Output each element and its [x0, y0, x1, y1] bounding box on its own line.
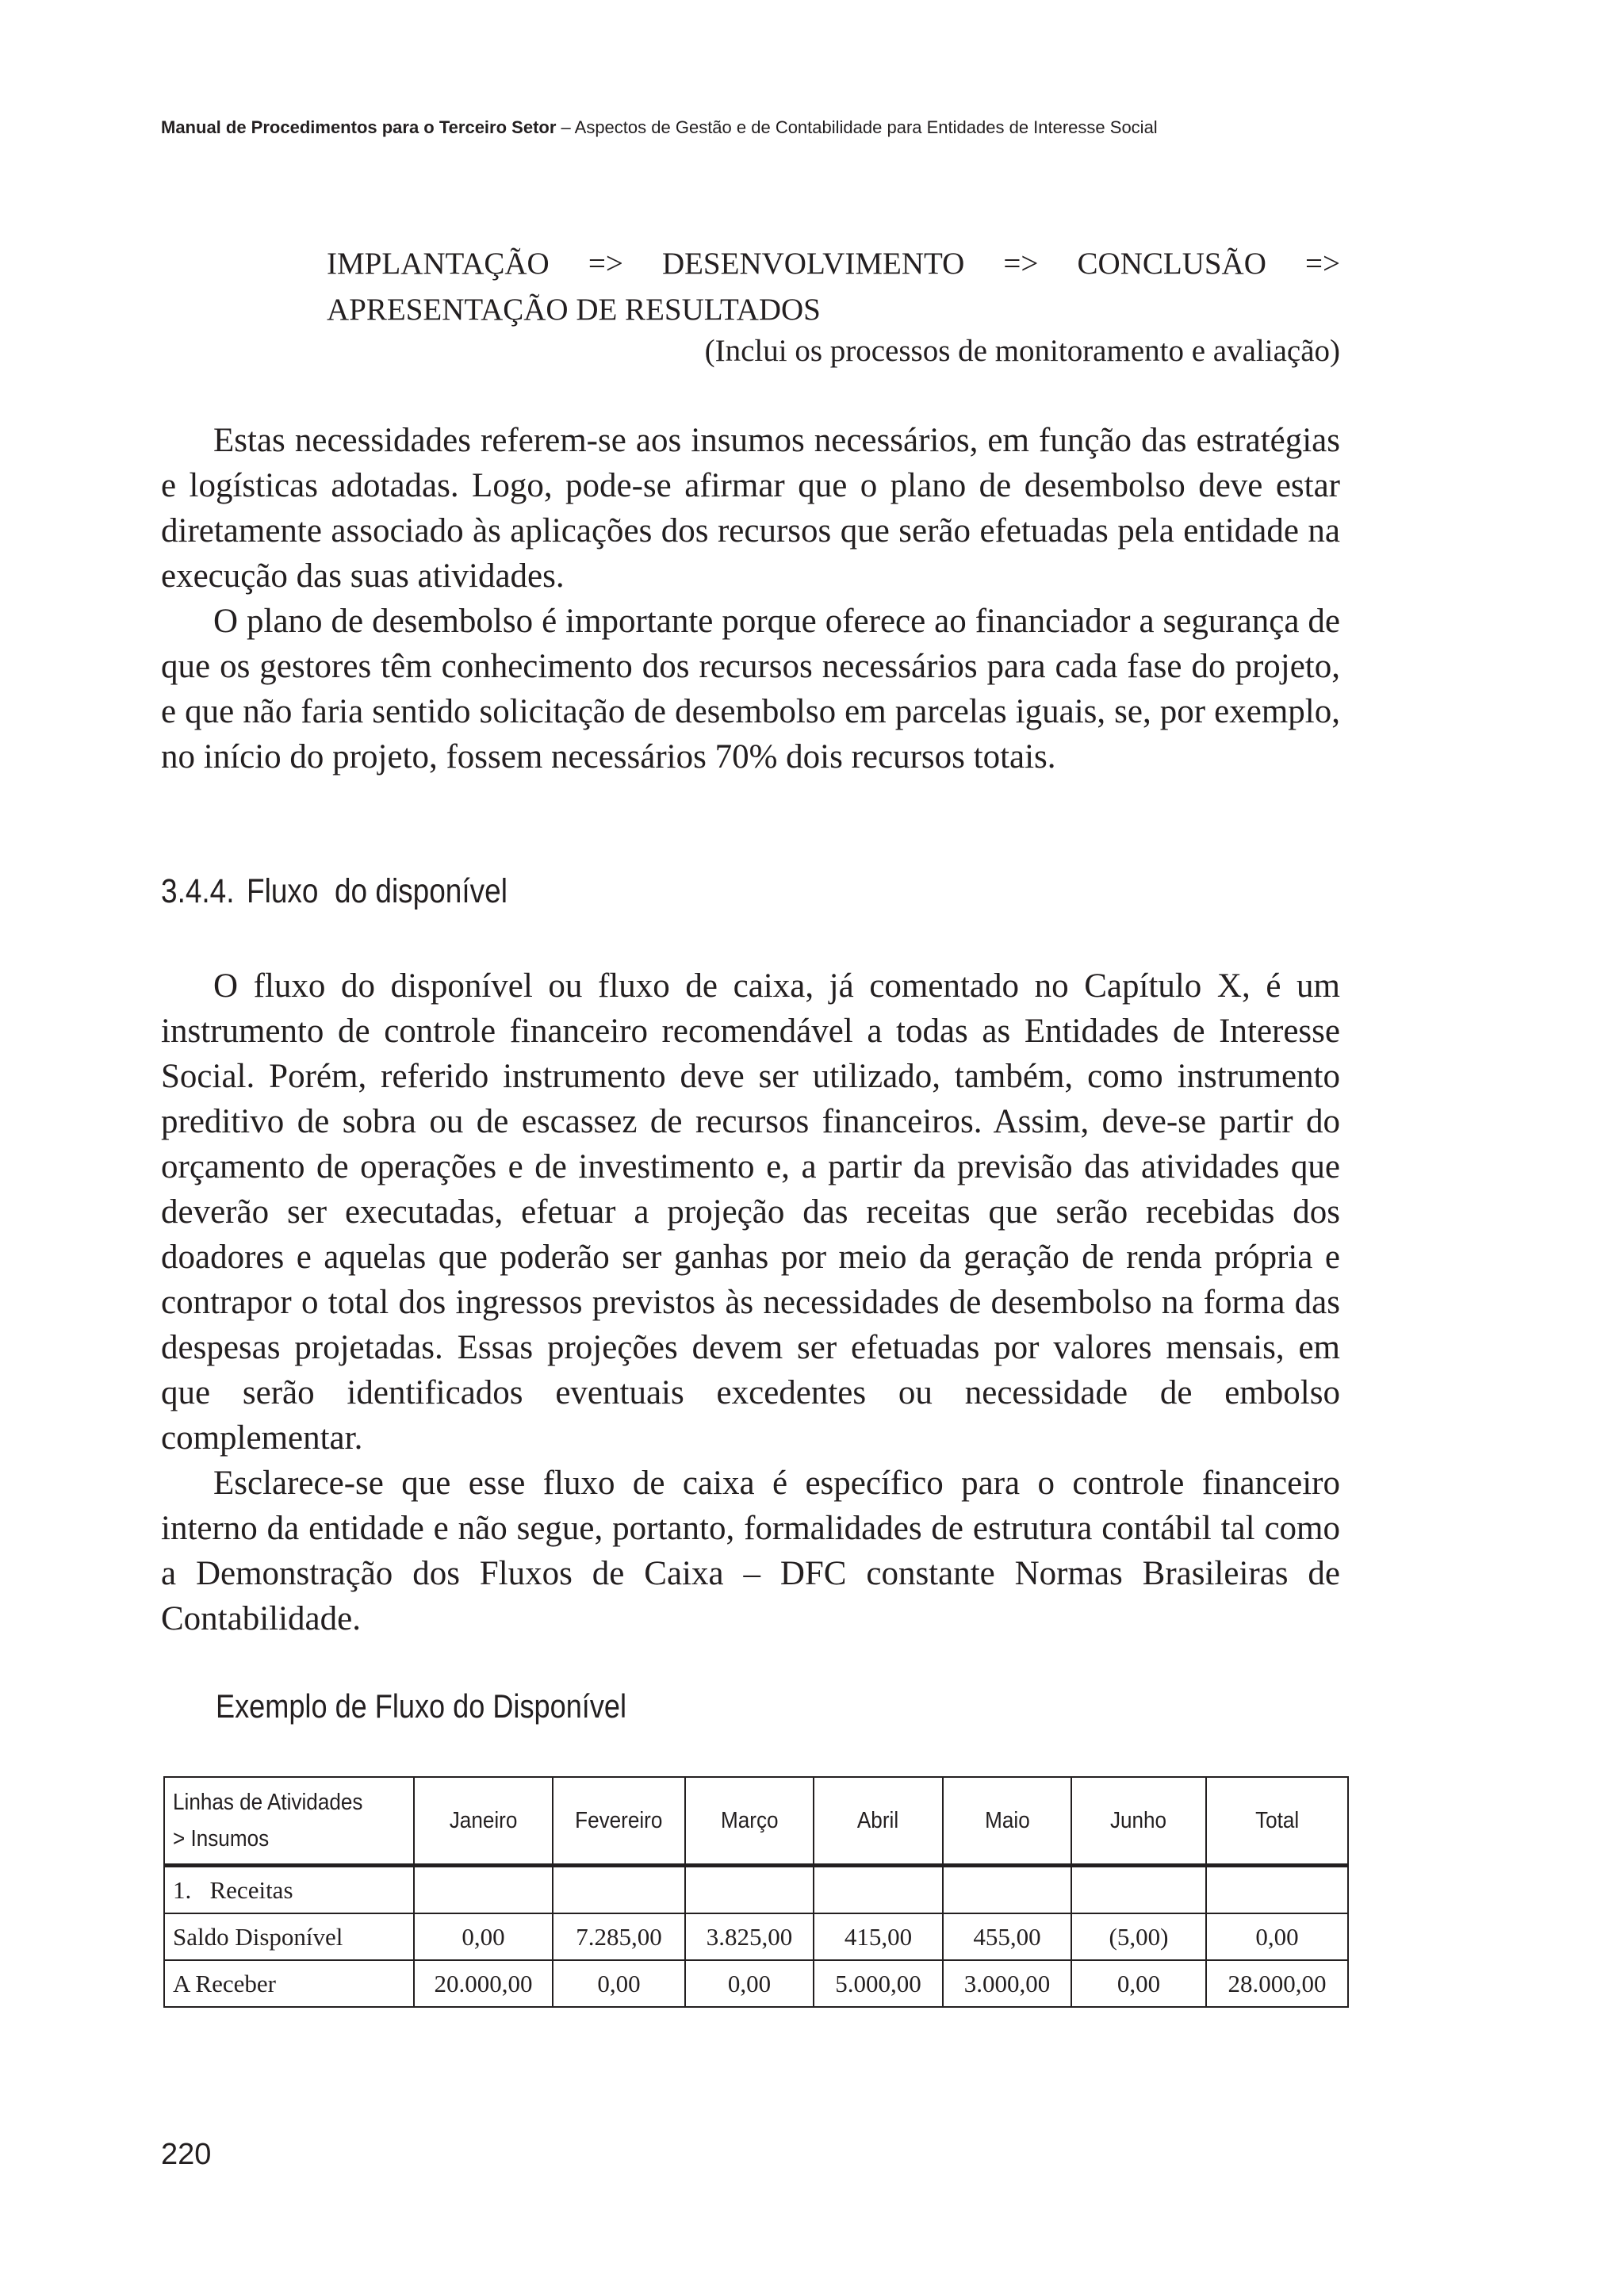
column-header: Abril: [814, 1777, 943, 1866]
table-cell: 28.000,00: [1206, 1960, 1348, 2007]
table-row: [164, 1866, 1348, 1914]
column-header: Janeiro: [414, 1777, 553, 1866]
table-cell: 0,00: [1071, 1960, 1206, 2007]
table-cell: 455,00: [943, 1913, 1071, 1960]
table-cell: 0,00: [553, 1960, 685, 2007]
body-text-section-1: [161, 418, 1340, 779]
paragraph: O fluxo do disponível ou fluxo de caixa, já comentado no Capítulo X, é um instrumento de controle financeiro recomendável a todas as Entidades de Interesse Social. Porém, referido instrumento deve ser utilizado, também, como instrumento preditivo de sobra ou de escassez de recursos financeiros. Assim, deve-se partir do orçamento de operações e de investimento e, a partir da previsão das atividades que deverão ser executadas, efetuar a projeção das receitas que serão recebidas dos doadores e aquelas que poderão ser ganhas por meio da geração de renda própria e contrapor o total dos ingressos previstos às necessidades de desembolso na forma das despesas projetadas. Essas projeções devem ser efetuadas por valores mensais, em que serão identificados eventuais excedentes ou necessidade de embolso complementar.: [161, 967, 1340, 1457]
table-cell: [685, 1866, 814, 1914]
running-header-title: Manual de Procedimentos para o Terceiro Setor: [161, 117, 557, 137]
row-label: 1. Receitas: [164, 1866, 414, 1914]
table-title: Exemplo de Fluxo do Disponível: [216, 1687, 627, 1725]
table-header-row: [164, 1777, 1348, 1866]
column-header: Junho: [1071, 1777, 1206, 1866]
table-cell: 0,00: [1206, 1913, 1348, 1960]
column-header-line1: Linhas de Atividades: [173, 1790, 363, 1815]
process-flow-note: (Inclui os processos de monitoramento e avaliação): [704, 334, 1340, 368]
table-cell: [814, 1866, 943, 1914]
table-cell: 3.000,00: [943, 1960, 1071, 2007]
section-title: Fluxo do disponível: [247, 872, 508, 910]
table-cell: 3.825,00: [685, 1913, 814, 1960]
paragraph: Estas necessidades referem-se aos insumos necessários, em função das estratégias e logísticas adotadas. Logo, pode-se afirmar que o plano de desembolso deve estar diretamente associado às aplicações dos recursos que serão efetuadas pela entidade na execução das suas atividades.: [161, 422, 1340, 595]
table-cell: 7.285,00: [553, 1913, 685, 1960]
column-header-line2: > Insumos: [173, 1826, 270, 1852]
process-flow-line: IMPLANTAÇÃO => DESENVOLVIMENTO => CONCLUSÃO => APRESENTAÇÃO DE RESULTADOS: [327, 247, 1340, 327]
row-label: Saldo Disponível: [164, 1913, 414, 1960]
table-cell: 415,00: [814, 1913, 943, 1960]
table-cell: [1071, 1866, 1206, 1914]
table-cell: (5,00): [1071, 1913, 1206, 1960]
paragraph: O plano de desembolso é importante porque oferece ao financiador a segurança de que os gestores têm conhecimento dos recursos necessários para cada fase do projeto, e que não faria sentido solicitação de desembolso em parcelas iguais, se, por exemplo, no início do projeto, fossem necessários 70% dois recursos totais.: [161, 603, 1340, 776]
section-heading: [161, 872, 508, 911]
table-cell: [1206, 1866, 1348, 1914]
column-header-activities: [164, 1777, 414, 1866]
cash-flow-table: [163, 1776, 1349, 2008]
column-header: Total: [1206, 1777, 1348, 1866]
table-cell: 5.000,00: [814, 1960, 943, 2007]
column-header: Fevereiro: [553, 1777, 685, 1866]
page-number: 220: [161, 2138, 212, 2171]
table-cell: 0,00: [414, 1913, 553, 1960]
table-cell: [553, 1866, 685, 1914]
section-number: 3.4.4.: [161, 872, 235, 910]
table-cell: [414, 1866, 553, 1914]
table-row: [164, 1913, 1348, 1960]
running-header-subtitle: – Aspectos de Gestão e de Contabilidade para Entidades de Interesse Social: [556, 117, 1158, 137]
table-cell: 0,00: [685, 1960, 814, 2007]
paragraph: Esclarece-se que esse fluxo de caixa é específico para o controle financeiro interno da entidade e não segue, portanto, formalidades de estrutura contábil tal como a Demonstração dos Fluxos de Caixa – DFC constante Normas Brasileiras de Contabilidade.: [161, 1465, 1340, 1637]
row-label: A Receber: [164, 1960, 414, 2007]
column-header: Março: [685, 1777, 814, 1866]
table-cell: [943, 1866, 1071, 1914]
body-text-section-2: [161, 963, 1340, 1641]
table-row: [164, 1960, 1348, 2007]
running-header: [161, 117, 1158, 138]
table-cell: 20.000,00: [414, 1960, 553, 2007]
column-header: Maio: [943, 1777, 1071, 1866]
